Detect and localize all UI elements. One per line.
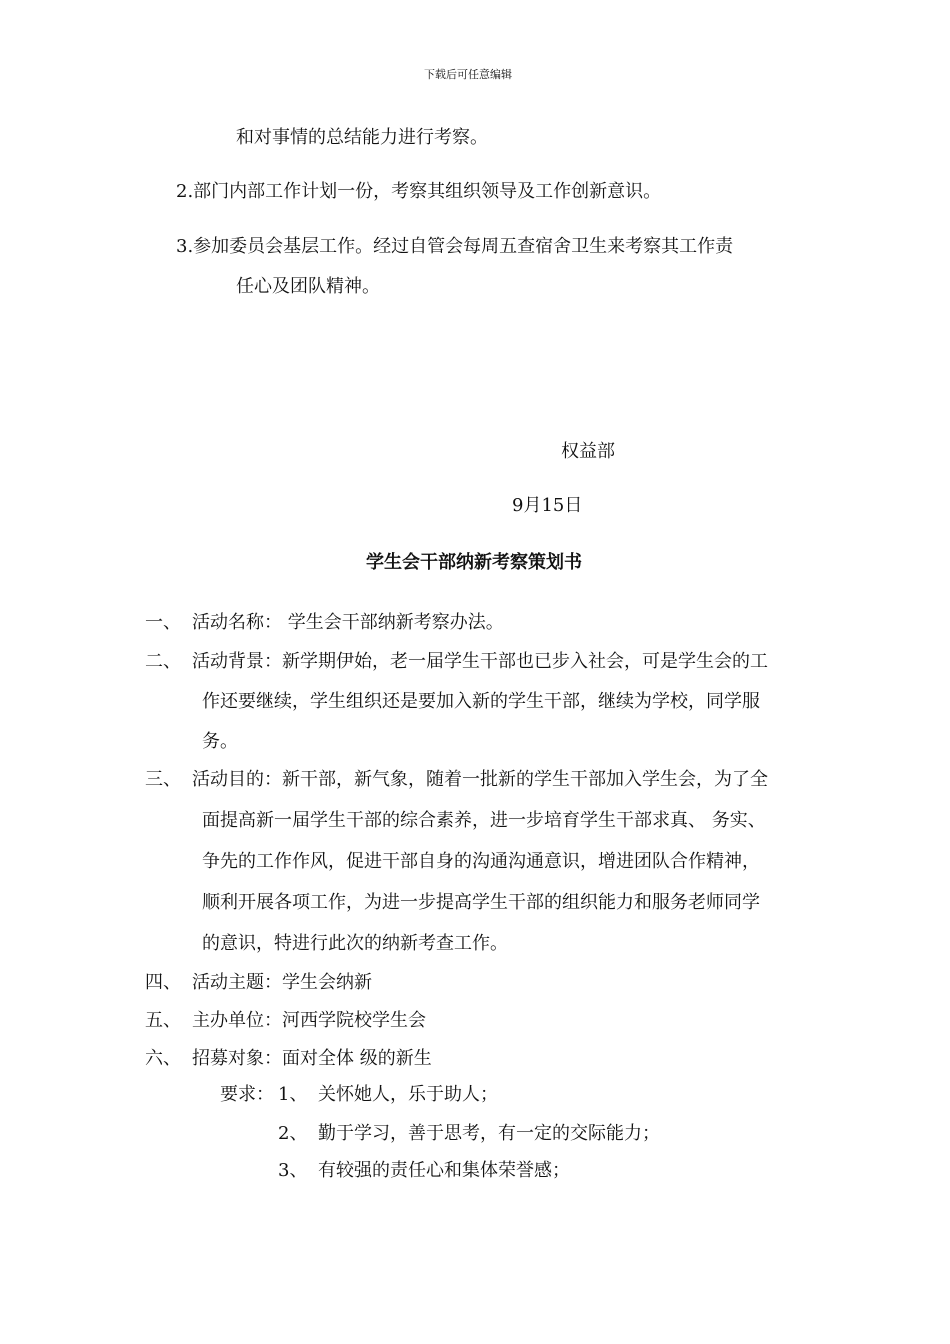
section-line: 活动目的：新干部，新气象，随着一批新的学生干部加入学生会，为了全 bbox=[192, 769, 768, 790]
requirement-number: 2、 bbox=[278, 1123, 308, 1144]
signature-department: 权益部 bbox=[561, 441, 615, 462]
document-title: 学生会干部纳新考察策划书 bbox=[366, 552, 582, 573]
section-line: 活动背景：新学期伊始，老一届学生干部也已步入社会，可是学生会的工 bbox=[192, 651, 768, 672]
section-line: 主办单位：河西学院校学生会 bbox=[192, 1010, 426, 1031]
section-line: 作还要继续，学生组织还是要加入新的学生干部，继续为学校，同学服 bbox=[202, 691, 760, 712]
requirement-number: 3、 bbox=[278, 1160, 308, 1181]
section-line: 面提高新一届学生干部的综合素养，进一步培育学生干部求真、 务实、 bbox=[202, 810, 766, 831]
section-number: 六、 bbox=[145, 1048, 181, 1069]
section-number: 四、 bbox=[145, 972, 181, 993]
section-number: 一、 bbox=[145, 612, 181, 633]
requirement-text: 关怀她人，乐于助人； bbox=[318, 1084, 498, 1105]
page-header: 下载后可任意编辑 bbox=[424, 68, 512, 81]
section-line: 活动名称： 学生会干部纳新考察办法。 bbox=[192, 612, 504, 633]
section-line: 争先的工作作风，促进干部自身的沟通沟通意识，增进团队合作精神， bbox=[202, 851, 760, 872]
intro-item-3: 3.参加委员会基层工作。经过自管会每周五查宿舍卫生来考察其工作责 bbox=[176, 236, 734, 257]
section-number: 五、 bbox=[145, 1010, 181, 1031]
section-line: 活动主题：学生会纳新 bbox=[192, 972, 372, 993]
signature-date: 9月15日 bbox=[512, 495, 583, 516]
intro-item-3-cont: 任心及团队精神。 bbox=[236, 276, 380, 297]
requirement-number: 1、 bbox=[278, 1084, 308, 1105]
section-number: 二、 bbox=[145, 651, 181, 672]
requirement-text: 有较强的责任心和集体荣誉感； bbox=[318, 1160, 570, 1181]
requirements-label: 要求： bbox=[220, 1084, 274, 1105]
intro-line: 和对事情的总结能力进行考察。 bbox=[236, 127, 488, 148]
section-line: 招募对象：面对全体 级的新生 bbox=[192, 1048, 432, 1069]
section-number: 三、 bbox=[145, 769, 181, 790]
intro-item-2: 2.部门内部工作计划一份，考察其组织领导及工作创新意识。 bbox=[176, 181, 662, 202]
section-line: 顺利开展各项工作，为进一步提高学生干部的组织能力和服务老师同学 bbox=[202, 892, 760, 913]
requirement-text: 勤于学习，善于思考，有一定的交际能力； bbox=[318, 1123, 660, 1144]
section-line: 的意识，特进行此次的纳新考查工作。 bbox=[202, 933, 508, 954]
section-line: 务。 bbox=[202, 731, 238, 752]
